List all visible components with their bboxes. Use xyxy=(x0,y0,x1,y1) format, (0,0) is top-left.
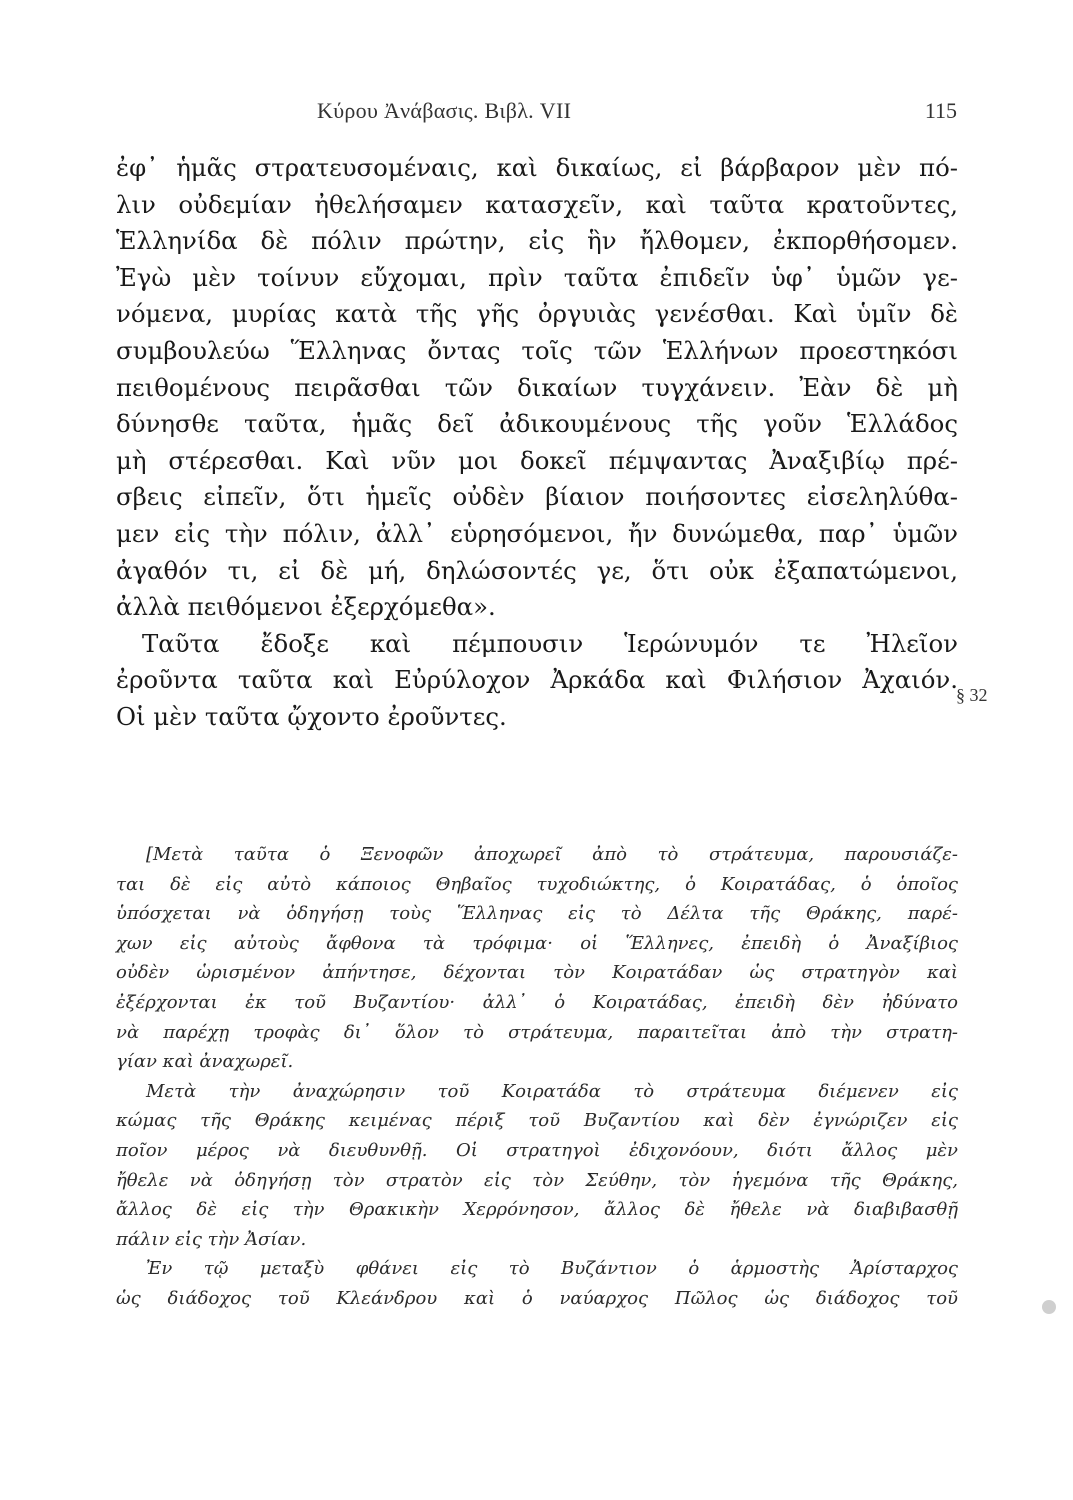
note-line: χων εἰς αὐτοὺς ἄφθονα τὰ τρόφιμα· οἱ Ἕλληνες, ἐπειδὴ ὁ Ἀναξίβιος xyxy=(116,932,958,954)
text-line: ἐφ᾽ ἡμᾶς στρατευσομέναις, καὶ δικαίως, εἰ βάρβαρον μὲν πό- xyxy=(116,153,958,182)
note-line: ποῖον μέρος νὰ διευθυνθῇ. Οἱ στρατηγοὶ ἐδιχονόουν, διότι ἄλλος μὲν xyxy=(116,1139,958,1161)
text-line: Ἑλληνίδα δὲ πόλιν πρώτην, εἰς ἣν ἤλθομεν, ἐκπορθήσομεν. xyxy=(116,226,958,256)
page-number: 115 xyxy=(924,98,957,123)
page-header xyxy=(317,98,957,134)
note-line: ὡς διάδοχος τοῦ Κλεάνδρου καὶ ὁ ναύαρχος Πῶλος ὡς διάδοχος τοῦ xyxy=(116,1287,958,1309)
note-line: ἤθελε νὰ ὁδηγήσῃ τὸν στρατὸν εἰς τὸν Σεύθην, τὸν ἡγεμόνα τῆς Θράκης, xyxy=(116,1169,958,1191)
note-line: γίαν καὶ ἀναχωρεῖ. xyxy=(116,1051,294,1073)
note-line: πάλιν εἰς τὴν Ἀσίαν. xyxy=(116,1228,307,1250)
text-line: Ταῦτα ἔδοξε καὶ πέμπουσιν Ἱερώνυμόν τε Ἠλεῖον xyxy=(142,628,958,658)
text-line: σβεις εἰπεῖν, ὅτι ἡμεῖς οὐδὲν βίαιον ποιήσοντες εἰσεληλύθα- xyxy=(116,482,958,512)
note-line: ὑπόσχεται νὰ ὁδηγήσῃ τοὺς Ἕλληνας εἰς τὸ Δέλτα τῆς Θράκης, παρέ- xyxy=(116,903,958,925)
text-line: μὴ στέρεσθαι. Καὶ νῦν μοι δοκεῖ πέμψαντας Ἀναξιβίῳ πρέ- xyxy=(116,445,958,475)
text-line: ἀγαθόν τι, εἰ δὲ μή, δηλώσοντές γε, ὅτι οὐκ ἐξαπατώμενοι, xyxy=(116,555,958,585)
text-line: συμβουλεύω Ἕλληνας ὄντας τοῖς τῶν Ἑλλήνων προεστηκόσι xyxy=(116,335,958,365)
note-line: ται δὲ εἰς αὐτὸ κάποιος Θηβαῖος τυχοδιώκτης, ὁ Κοιρατάδας, ὁ ὁποῖος xyxy=(116,873,958,895)
note-line: οὐδὲν ὡρισμένον ἀπήντησε, δέχονται τὸν Κοιρατάδαν ὡς στρατηγὸν καὶ xyxy=(116,962,958,984)
note-line: Μετὰ τὴν ἀναχώρησιν τοῦ Κοιρατάδα τὸ στράτευμα διέμενεν εἰς xyxy=(146,1080,958,1102)
text-line: ἐροῦντα ταῦτα καὶ Εὐρύλοχον Ἀρκάδα καὶ Φιλήσιον Ἀχαιόν. xyxy=(116,665,958,695)
text-line: πειθομένους πειρᾶσθαι τῶν δικαίων τυγχάνειν. Ἐὰν δὲ μὴ xyxy=(116,372,958,402)
note-line: ἐξέρχονται ἐκ τοῦ Βυζαντίου· ἀλλ᾽ ὁ Κοιρατάδας, ἐπειδὴ δὲν ἠδύνατο xyxy=(116,991,958,1013)
running-title: Κύρου Ἀνάβασις. Βιβλ. VII xyxy=(317,98,572,123)
note-line: Ἐν τῷ μεταξὺ φθάνει εἰς τὸ Βυζάντιον ὁ ἁρμοστὴς Ἀρίσταρχος xyxy=(146,1258,958,1280)
note-line: κώμας τῆς Θράκης κειμένας πέριξ τοῦ Βυζαντίου καὶ δὲν ἐγνώριζεν εἰς xyxy=(116,1110,958,1132)
section-marker: § 32 xyxy=(956,685,988,705)
editor-note xyxy=(116,840,958,1314)
note-line: [Μετὰ ταῦτα ὁ Ξενοφῶν ἀποχωρεῖ ἀπὸ τὸ στράτευμα, παρουσιάζε- xyxy=(146,844,958,865)
text-line: δύνησθε ταῦτα, ἡμᾶς δεῖ ἀδικουμένους τῆς γοῦν Ἑλλάδος xyxy=(116,409,958,439)
main-text xyxy=(116,150,958,736)
text-line: μεν εἰς τὴν πόλιν, ἀλλ᾽ εὑρησόμενοι, ἤν δυνώμεθα, παρ᾽ ὑμῶν xyxy=(116,518,958,548)
text-line: ἀλλὰ πειθόμενοι ἐξερχόμεθα». xyxy=(116,592,496,622)
scan-artifact-dot xyxy=(1042,1300,1056,1314)
note-line: νὰ παρέχῃ τροφὰς δι᾽ ὅλον τὸ στράτευμα, παραιτεῖται ἀπὸ τὴν στρατη- xyxy=(116,1021,958,1043)
text-line: νόμενα, μυρίας κατὰ τῆς γῆς ὀργυιὰς γενέσθαι. Καὶ ὑμῖν δὲ xyxy=(116,299,958,329)
text-line: Ἐγὼ μὲν τοίνυν εὔχομαι, πρὶν ταῦτα ἐπιδεῖν ὑφ᾽ ὑμῶν γε- xyxy=(116,262,958,292)
text-line: Οἱ μὲν ταῦτα ᾤχοντο ἐροῦντες. xyxy=(116,701,507,731)
text-line: λιν οὐδεμίαν ἠθελήσαμεν κατασχεῖν, καὶ ταῦτα κρατοῦντες, xyxy=(116,189,958,219)
note-line: ἄλλος δὲ εἰς τὴν Θρακικὴν Χερρόνησον, ἄλλος δὲ ἤθελε νὰ διαβιβασθῇ xyxy=(116,1199,958,1221)
